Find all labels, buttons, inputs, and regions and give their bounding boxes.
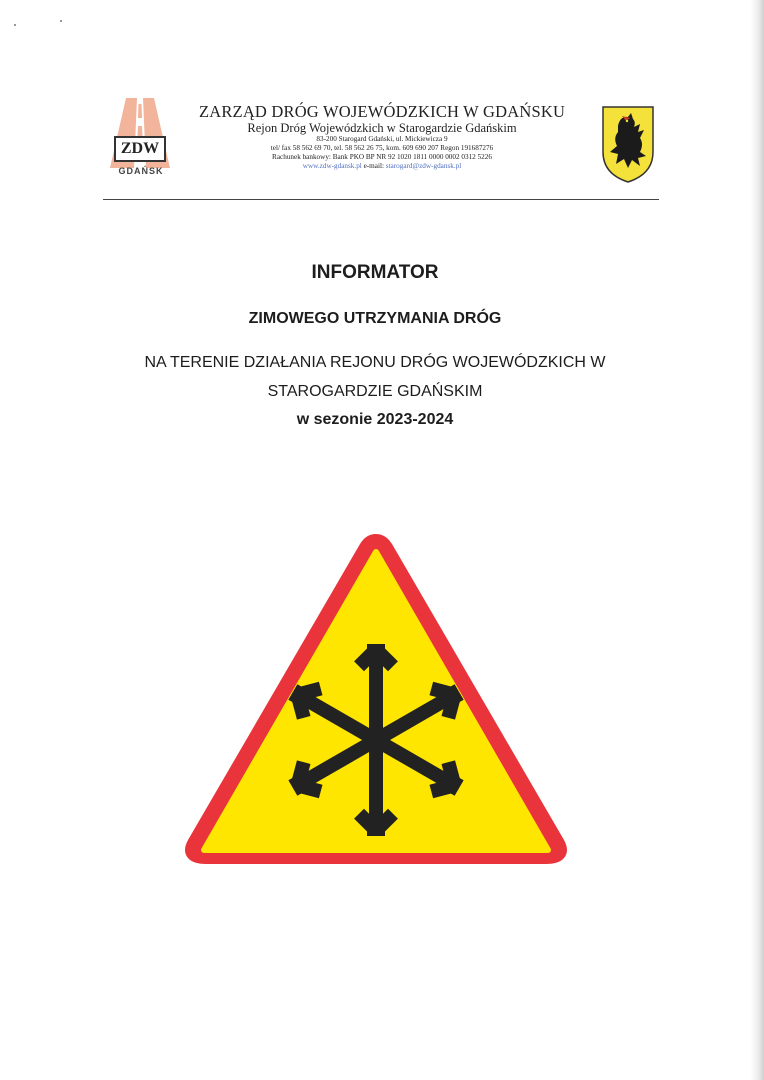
phone-line: tel/ fax 58 562 69 70, tel. 58 562 26 75, kom. 609 690 207 Regon 191687276 [270, 144, 494, 152]
email-link[interactable]: starogard@zdw-gdansk.pl [385, 162, 462, 170]
bank-line: Rachunek bankowy: Bank PKO BP NR 92 1020 1811 0000 0002 0312 5226 [272, 153, 492, 161]
organization-block [192, 102, 572, 171]
title-area-line1: NA TERENIE DZIAŁANIA REJONU DRÓG WOJEWÓDZKICH W [144, 354, 606, 371]
address-line: 83-200 Starogard Gdański, ul. Mickiewicza 9 [316, 135, 448, 143]
zdw-logo [100, 98, 182, 180]
title-season: w sezonie 2023-2024 [296, 411, 454, 428]
region-name: Rejon Dróg Wojewódzkich w Starogardzie Gdańskim [247, 121, 517, 135]
letterhead [0, 0, 764, 210]
header-divider [103, 199, 659, 200]
zdw-logo-text: ZDW [114, 136, 166, 162]
icy-road-warning-sign-icon [180, 528, 572, 870]
website-link[interactable]: www.zdw-gdansk.pl [302, 162, 362, 170]
email-label: e-mail: [363, 162, 384, 170]
zdw-logo-city: GDAŃSK [118, 166, 164, 176]
title-subheading: ZIMOWEGO UTRZYMANIA DRÓG [248, 310, 502, 327]
contact-line [192, 162, 572, 171]
title-heading: INFORMATOR [311, 262, 439, 283]
organization-name: ZARZĄD DRÓG WOJEWÓDZKICH W GDAŃSKU [198, 102, 566, 121]
pomeranian-griffin-crest-icon [600, 104, 656, 184]
title-area-line2: STAROGARDZIE GDAŃSKIM [267, 383, 483, 400]
